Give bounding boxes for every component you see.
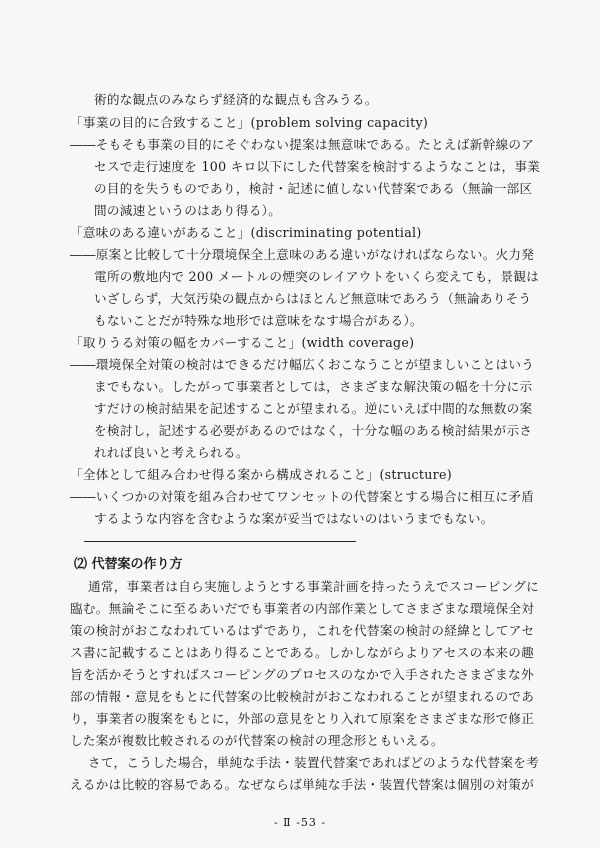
text-line: までもない。したがって事業者としては，さまざまな解決策の幅を十分に示 xyxy=(94,379,533,394)
text-line: ――原案と比較して十分環境保全上意味のある違いがなければならない。火力発 xyxy=(70,247,535,262)
text-line: もないことだが特殊な地形では意味をなす場合がある）。 xyxy=(94,313,423,328)
text-line: えるかは比較的容易である。なぜならば単純な手法・装置代替案は個別の対策が xyxy=(70,777,535,792)
text-line: ――環境保全対策の検討はできるだけ幅広くおこなうことが望ましいことはいう xyxy=(70,357,535,372)
text-line: れれば良いと考えられる。 xyxy=(94,445,249,460)
text-line: すだけの検討結果を記述することが望まれる。逆にいえば中間的な無数の案 xyxy=(94,401,533,416)
text-line: 臨む。無論そこに至るあいだでも事業者の内部作業としてさまざまな環境保全対 xyxy=(70,601,535,616)
text-line: ス書に記載することはあり得ることである。しかしながらよりアセスの本来の趣 xyxy=(70,645,535,660)
text-line: 通常，事業者は自ら実施しようとする事業計画を持ったうえでスコーピングに xyxy=(88,579,540,594)
criterion-heading: 「事業の目的に合致すること」(problem solving capacity) xyxy=(70,115,429,130)
text-line: 間の減速というのはあり得る）。 xyxy=(94,203,282,218)
text-line: した案が複数比較されるのが代替案の検討の理念形ともいえる。 xyxy=(70,733,444,748)
text-line: するような内容を含むような案が妥当ではないのはいうまでもない。 xyxy=(94,511,494,526)
text-line: いざしらず，大気汚染の観点からはほとんど無意味であろう（無論ありそう xyxy=(94,291,532,306)
text-line: 策の検討がおこなわれているはずであり，これを代替案の検討の経緯としてアセ xyxy=(70,623,535,638)
text-line: セスで走行速度を 100 キロ以下にした代替案を検討するようなことは，事業 xyxy=(94,159,541,174)
section-divider xyxy=(84,541,356,542)
text-line: さて，こうした場合，単純な手法・装置代替案であればどのような代替案を考 xyxy=(88,755,540,770)
text-line: 術的な観点のみならず経済的な観点も含みうる。 xyxy=(94,92,378,107)
criterion-heading: 「全体として組み合わせ得る案から構成されること」(structure) xyxy=(70,467,452,482)
criterion-heading: 「取りうる対策の幅をカバーすること」(width coverage) xyxy=(70,335,415,350)
text-line: の目的を失うものであり，検討・記述に値しない代替案である（無論一部区 xyxy=(94,181,533,196)
text-line: 部の情報・意見をもとに代替案の比較検討がおこなわれることが望まれるのであ xyxy=(70,689,535,704)
text-line: ――いくつかの対策を組み合わせてワンセットの代替案とする場合に相互に矛盾 xyxy=(70,489,535,504)
section-heading: ⑵ 代替案の作り方 xyxy=(74,557,183,572)
page-number: - Ⅱ -53 - xyxy=(273,816,327,829)
criterion-heading: 「意味のある違いがあること」(discriminating potential) xyxy=(70,225,422,240)
text-line: り，事業者の腹案をもとに，外部の意見をとり入れて原案をさまざまな形で修正 xyxy=(70,711,535,726)
text-line: 旨を活かそうとすればスコーピングのプロセスのなかで入手されたさまざまな外 xyxy=(70,667,534,682)
text-line: ――そもそも事業の目的にそぐわない提案は無意味である。たとえば新幹線のア xyxy=(70,137,535,152)
text-line: 電所の敷地内で 200 メートルの煙突のレイアウトをいくら変えても，景観は xyxy=(94,269,540,284)
text-line: を検討し，記述する必要があるのではなく，十分な幅のある検討結果が示さ xyxy=(94,423,533,438)
